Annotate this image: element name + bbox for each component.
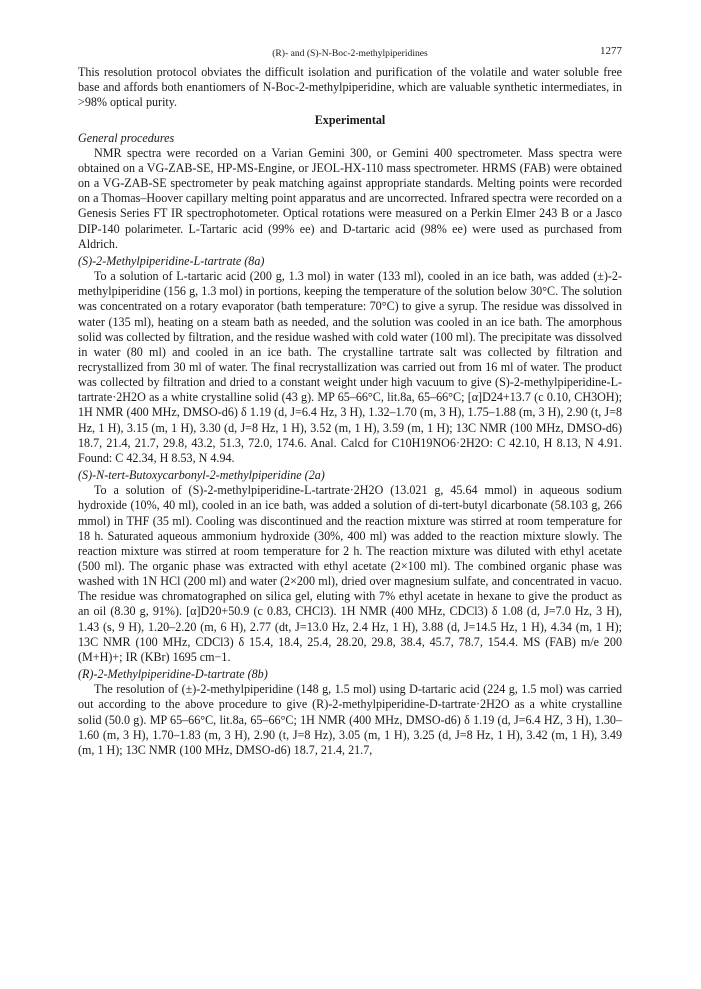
intro-paragraph: This resolution protocol obviates the difficult isolation and purification of the volatile and water soluble free base and affords both enantiomers of N-Boc-2-methylpiperidine, which are valuable synthetic intermediates, in >98% optical purity.	[78, 65, 622, 110]
general-procedures-paragraph: NMR spectra were recorded on a Varian Gemini 300, or Gemini 400 spectrometer. Mass spectra were obtained on a VG-ZAB-SE, HP-MS-Engine, or JEOL-HX-110 mass spectrometer. HRMS (FAB) were obtained on a VG-ZAB-SE spectrometer by peak matching against appropriate standards. Melting points were recorded on a Thomas–Hoover capillary melting point apparatus and are uncorrected. Infrared spectra were recorded on a Genesis Series FT IR spectrophotometer. Optical rotations were measured on a Perkin Elmer 243 B or a Jasco DIP-140 polarimeter. L-Tartaric acid (99% ee) and D-tartaric acid (98% ee) were used as purchased from Aldrich.	[78, 145, 622, 251]
subheading-compound-8b: (R)-2-Methylpiperidine-D-tartrate (8b)	[78, 667, 268, 682]
running-title: (R)- and (S)-N-Boc-2-methylpiperidines	[272, 48, 428, 59]
subheading-general-procedures: General procedures	[78, 130, 175, 145]
section-heading-experimental: Experimental	[314, 113, 386, 128]
compound-8b-paragraph: The resolution of (±)-2-methylpiperidine (148 g, 1.5 mol) using D-tartaric acid (224 g, 1.5 mol) was carried out according to the above procedure to give (R)-2-methylpiperidine-D-tartrate·2H2O as a white crystalline solid (50.0 g). MP 65–66°C, lit.8a, 65–66°C; 1H NMR (400 MHz, DMSO-d6) δ 1.19 (d, J=6.4 HZ, 3 H), 1.30–1.60 (m, 3 H), 1.70–1.83 (m, 3 H), 2.90 (t, J=8 Hz), 3.05 (m, 1 H), 3.25 (d, J=8 Hz, 1 H), 3.42 (m, 1 H), 3.49 (m, 1 H); 13C NMR (100 MHz, DMSO-d6) 18.7, 21.4, 21.7,	[78, 682, 622, 757]
subheading-compound-8a: (S)-2-Methylpiperidine-L-tartrate (8a)	[78, 253, 265, 268]
running-head	[78, 44, 622, 62]
page-number: 1277	[600, 45, 622, 57]
compound-2a-paragraph: To a solution of (S)-2-methylpiperidine-L-tartrate·2H2O (13.021 g, 45.64 mmol) in aqueous sodium hydroxide (10%, 40 ml), cooled in an ice bath, was added a solution of di-tert-butyl dicarbonate (58.103 g, 266 mmol) in THF (35 ml). Cooling was discontinued and the reaction mixture was stirred at room temperature for 18 h. Saturated aqueous ammonium hydroxide (30%, 400 ml) was added to the reaction mixture slowly. The reaction mixture was stirred at room temperature for 2 h. The reaction mixture was diluted with ethyl acetate (500 ml). The organic phase was extracted with ethyl acetate (2×100 ml). The combined organic phase was washed with 1N HCl (200 ml) and water (2×200 ml), dried over magnesium sulfate, and concentrated in vacuo. The residue was chromatographed on silica gel, eluting with 7% ethyl acetate in hexane to give the product as an oil (8.30 g, 91%). [α]D20+50.9 (c 0.83, CHCl3). 1H NMR (400 MHz, CDCl3) δ 1.08 (d, J=7.0 Hz, 3 H), 1.43 (s, 9 H), 1.20–2.20 (m, 6 H), 2.77 (dt, J=13.0 Hz, 2.4 Hz, 1 H), 3.88 (d, J=14.5 Hz, 1 H), 4.34 (m, 1 H); 13C NMR (100 MHz, CDCl3) δ 15.4, 18.4, 25.4, 28.20, 29.8, 38.4, 45.7, 78.7, 154.4. MS (FAB) m/e 200 (M+H)+; IR (KBr) 1695 cm−1.	[78, 483, 622, 664]
journal-page	[78, 44, 622, 758]
subheading-compound-2a: (S)-N-tert-Butoxycarbonyl-2-methylpiperidine (2a)	[78, 468, 325, 483]
compound-8a-paragraph: To a solution of L-tartaric acid (200 g, 1.3 mol) in water (133 ml), cooled in an ice bath, was added (±)-2-methylpiperidine (156 g, 1.3 mol) in portions, keeping the temperature of the solution below 30°C. The solution was concentrated on a rotary evaporator (bath temperature: 70°C) to give a syrup. The residue was dissolved in water (135 ml), heating on a steam bath as needed, and the solution was cooled in an ice bath. The amorphous solid was collected by filtration, and the residue washed with cold water (100 ml). The precipitate was dissolved in water (80 ml) and cooled in an ice bath. The crystalline tartrate salt was collected by filtration and recrystallized from 30 ml of water. The final recrystallization was carried out from 16 ml of water. The product was collected by filtration and dried to a constant weight under high vacuum to give (S)-2-methylpiperidine-L-tartrate·2H2O as a white crystalline solid (43 g). MP 65–66°C, lit.8a, 65–66°C; [α]D24+13.7 (c 0.10, CH3OH); 1H NMR (400 MHz, DMSO-d6) δ 1.19 (d, J=6.4 Hz, 3 H), 1.32–1.70 (m, 3 H), 1.75–1.88 (m, 3 H), 2.90 (t, J=8 Hz, 1 H), 3.15 (m, 1 H), 3.30 (d, J=8 Hz, 1 H), 3.52 (m, 1 H), 3.59 (m, 1 H); 13C NMR (100 MHz, DMSO-d6) 18.7, 21.4, 21.7, 29.8, 43.2, 51.3, 72.0, 174.6. Anal. Calcd for C10H19NO6·2H2O: C 42.10, H 8.13, N 4.91. Found: C 42.34, H 8.53, N 4.94.	[78, 269, 622, 465]
